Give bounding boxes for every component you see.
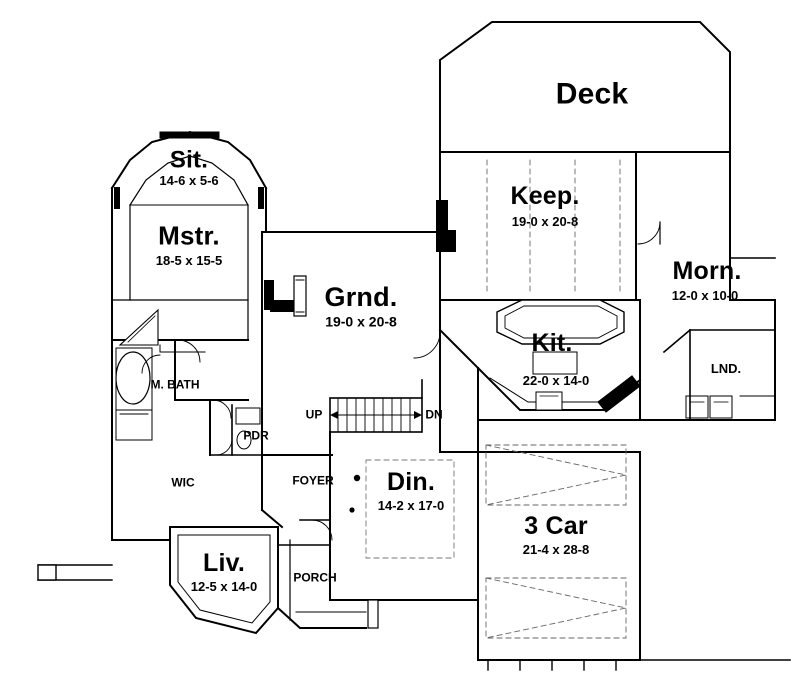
stair-label-up: UP [305,407,323,422]
room-dim-3-car: 21-4 x 28-8 [522,542,590,558]
room-label-keep: Keep. [510,181,580,210]
room-dim-grnd: 19-0 x 20-8 [325,313,397,330]
room-label-mstr: Mstr. [158,220,220,251]
room-label-morn: Morn. [672,256,742,285]
room-label-wic: WIC [171,475,195,490]
room-label-sit: Sit. [169,146,209,174]
room-label-m-bath: M. BATH [150,377,200,392]
room-label-din: Din. [386,467,436,496]
room-label-foyer: FOYER [292,473,334,488]
room-dim-mstr: 18-5 x 15-5 [155,253,223,269]
room-dim-liv: 12-5 x 14-0 [190,579,258,595]
room-dim-kit: 22-0 x 14-0 [522,373,590,389]
stair-label-dn: DN [425,407,443,422]
room-dim-sit: 14-6 x 5-6 [159,173,219,189]
room-label-lnd: LND. [710,361,742,377]
room-label-deck: Deck [555,77,629,111]
room-label-kit: Kit. [531,328,573,357]
room-label-pdr: PDR [243,428,269,443]
room-dim-morn: 12-0 x 10-0 [671,288,739,304]
room-dim-din: 14-2 x 17-0 [377,498,445,514]
room-label-porch: PORCH [293,570,337,585]
room-dim-keep: 19-0 x 20-8 [511,214,579,230]
room-label-3-car: 3 Car [524,511,588,540]
room-label-grnd: Grnd. [324,281,398,312]
room-label-liv: Liv. [202,548,246,577]
